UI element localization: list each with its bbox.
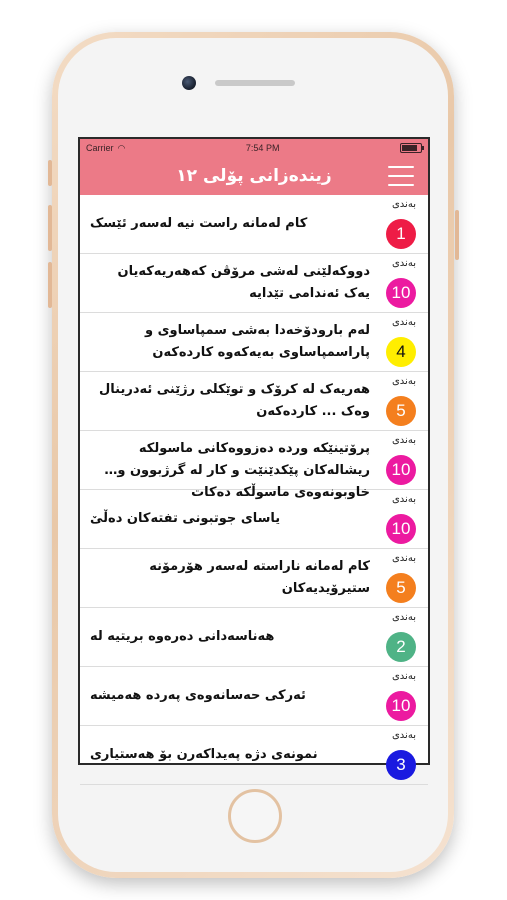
part-label: بەندی: [391, 730, 416, 741]
power-button: [455, 210, 459, 260]
mute-switch: [48, 160, 52, 186]
part-label: بەندی: [391, 435, 416, 446]
part-label: بەندی: [391, 258, 416, 269]
part-label: بەندی: [391, 199, 416, 210]
hamburger-menu-icon[interactable]: [388, 166, 414, 186]
wifi-icon: ◠: [117, 142, 126, 153]
part-number-badge: 4: [386, 337, 416, 367]
part-number-badge: 10: [386, 455, 416, 485]
question-text: کام لەمانە ناراستە لەسەر هۆرمۆنە ستیرۆیدیەکان: [149, 559, 370, 596]
carrier-label: Carrier: [86, 143, 114, 153]
question-text: پرۆتینێکە وردە دەزووەکانی ماسولکە ریشالەکان پێکدێنێت و کار لە گرژبوون و خاوبونەوەی ماسوڵکە دەکات: [117, 441, 370, 500]
part-label: بەندی: [391, 494, 416, 505]
part-number-badge: 5: [386, 573, 416, 603]
part-number-badge: 3: [386, 750, 416, 780]
list-item[interactable]: [80, 431, 428, 500]
part-number-badge: 1: [386, 219, 416, 249]
question-text: یاسای جوتبونی تفتەکان دەڵێ: [90, 511, 281, 526]
question-text: نمونەی دژە پەیداکەرن بۆ هەستیاری: [90, 747, 318, 762]
list-item[interactable]: [80, 313, 428, 372]
part-number-badge: 2: [386, 632, 416, 662]
list-item[interactable]: [80, 372, 428, 431]
page-title: زیندەزانی پۆلی ١٢: [176, 166, 332, 186]
question-text-wrapper: [90, 608, 370, 666]
list-item[interactable]: [80, 608, 428, 667]
list-item[interactable]: [80, 726, 428, 785]
part-label: بەندی: [391, 376, 416, 387]
list-item[interactable]: [80, 549, 428, 608]
volume-down-button: [48, 262, 52, 308]
list-item[interactable]: [80, 667, 428, 726]
list-item[interactable]: [80, 490, 428, 549]
part-number-badge: 10: [386, 278, 416, 308]
app-screen: [78, 137, 430, 774]
question-list: [80, 195, 428, 785]
home-button[interactable]: [228, 789, 282, 843]
question-text-wrapper: [90, 490, 370, 548]
list-item[interactable]: [80, 254, 428, 313]
part-label: بەندی: [391, 553, 416, 564]
part-number-badge: 10: [386, 514, 416, 544]
question-text: کام لەمانە راست نیە لەسەر ئێسک: [90, 216, 308, 231]
battery-icon: [400, 143, 422, 153]
question-text-wrapper: [90, 372, 370, 430]
question-text-wrapper: [90, 313, 370, 371]
part-number-badge: 5: [386, 396, 416, 426]
part-label: بەندی: [391, 317, 416, 328]
question-text-wrapper: [90, 726, 370, 784]
question-text-wrapper: [90, 254, 370, 312]
question-text-wrapper: [90, 195, 370, 253]
list-item[interactable]: [80, 195, 428, 254]
question-text: ئەرکی حەسانەوەی پەردە هەمیشە: [90, 688, 306, 703]
nav-bar: [80, 157, 428, 195]
earpiece-speaker: [215, 80, 295, 86]
question-text-wrapper: [90, 549, 370, 607]
question-text: هەریەک لە کرۆک و توێکلی رژێنی ئەدرینال وەک ... کاردەکەن: [98, 382, 370, 419]
part-label: بەندی: [391, 671, 416, 682]
front-camera-icon: [182, 76, 196, 90]
part-label: بەندی: [391, 612, 416, 623]
part-number-badge: 10: [386, 691, 416, 721]
question-text-wrapper: [90, 431, 370, 500]
question-text: دووکەلێنی لەشی مرۆڤن کەهەریەکەیان یەک ئەندامی تێدایە: [117, 264, 370, 301]
question-text-wrapper: [90, 667, 370, 725]
status-time: 7:54 PM: [245, 143, 280, 153]
question-text: هەناسەدانی دەرەوە بریتیە لە: [90, 629, 275, 644]
status-bar: [80, 139, 428, 157]
question-text: لەم بارودۆخەدا بەشی سمپاساوی و پاراسمپاساوی بەیەکەوە کاردەکەن: [145, 323, 370, 360]
volume-up-button: [48, 205, 52, 251]
